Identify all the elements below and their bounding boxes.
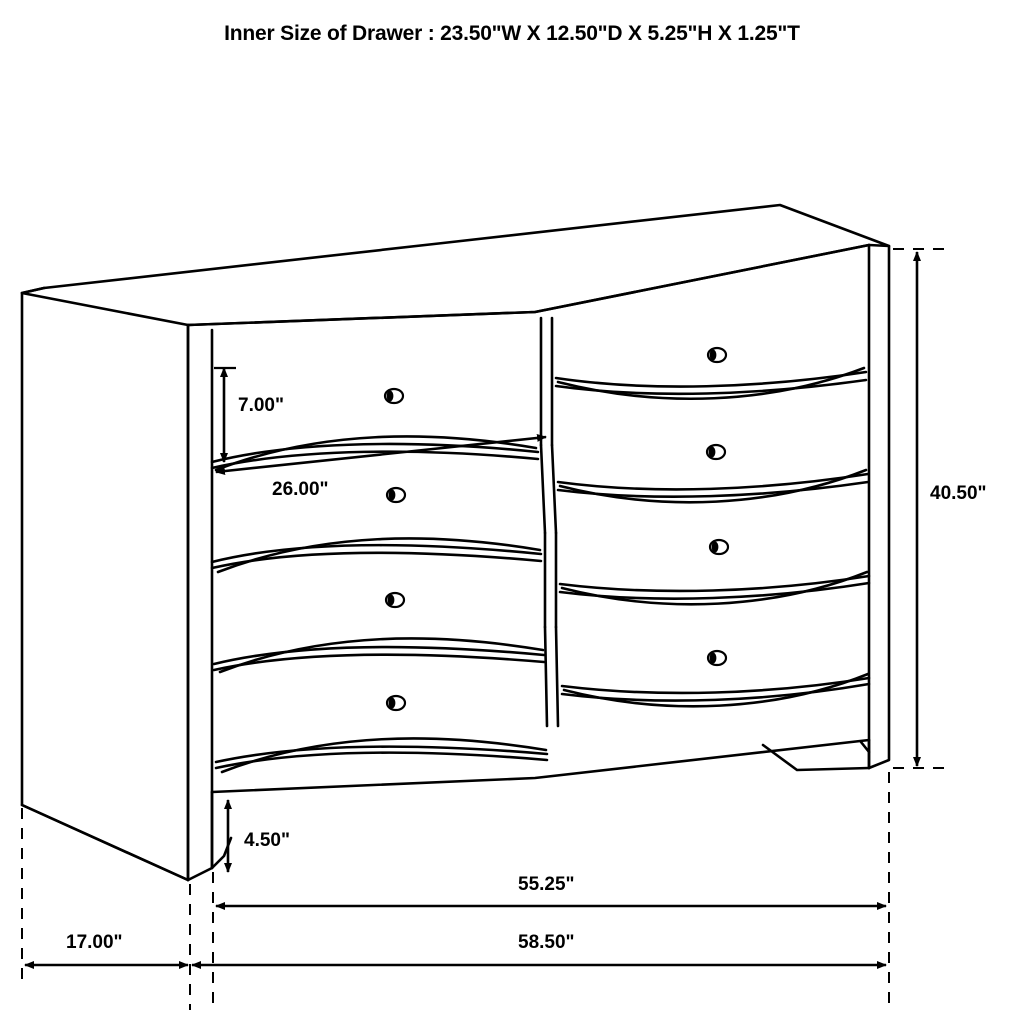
knob-icon bbox=[387, 488, 405, 502]
extension-lines bbox=[22, 249, 952, 1010]
knob-icon bbox=[707, 445, 725, 459]
page-title: Inner Size of Drawer : 23.50"W X 12.50"D X 5.25"H X 1.25"T bbox=[224, 22, 800, 45]
dimension-label-overall-height: 40.50" bbox=[930, 483, 987, 504]
dimension-label-front-width: 55.25" bbox=[518, 874, 575, 895]
dimension-label-base-height: 4.50" bbox=[244, 830, 290, 851]
knob-icon bbox=[386, 593, 404, 607]
knob-icon bbox=[385, 389, 403, 403]
knob-icon bbox=[387, 696, 405, 710]
knob-icon bbox=[708, 651, 726, 665]
knob-icon bbox=[710, 540, 728, 554]
dimension-label-drawer-height: 7.00" bbox=[238, 395, 284, 416]
dresser-body bbox=[22, 205, 889, 880]
dimension-label-depth: 17.00" bbox=[66, 932, 123, 953]
dimension-arrows bbox=[25, 252, 917, 965]
dimension-label-total-width: 58.50" bbox=[518, 932, 575, 953]
knob-icon bbox=[708, 348, 726, 362]
dimension-label-drawer-width: 26.00" bbox=[272, 479, 329, 500]
